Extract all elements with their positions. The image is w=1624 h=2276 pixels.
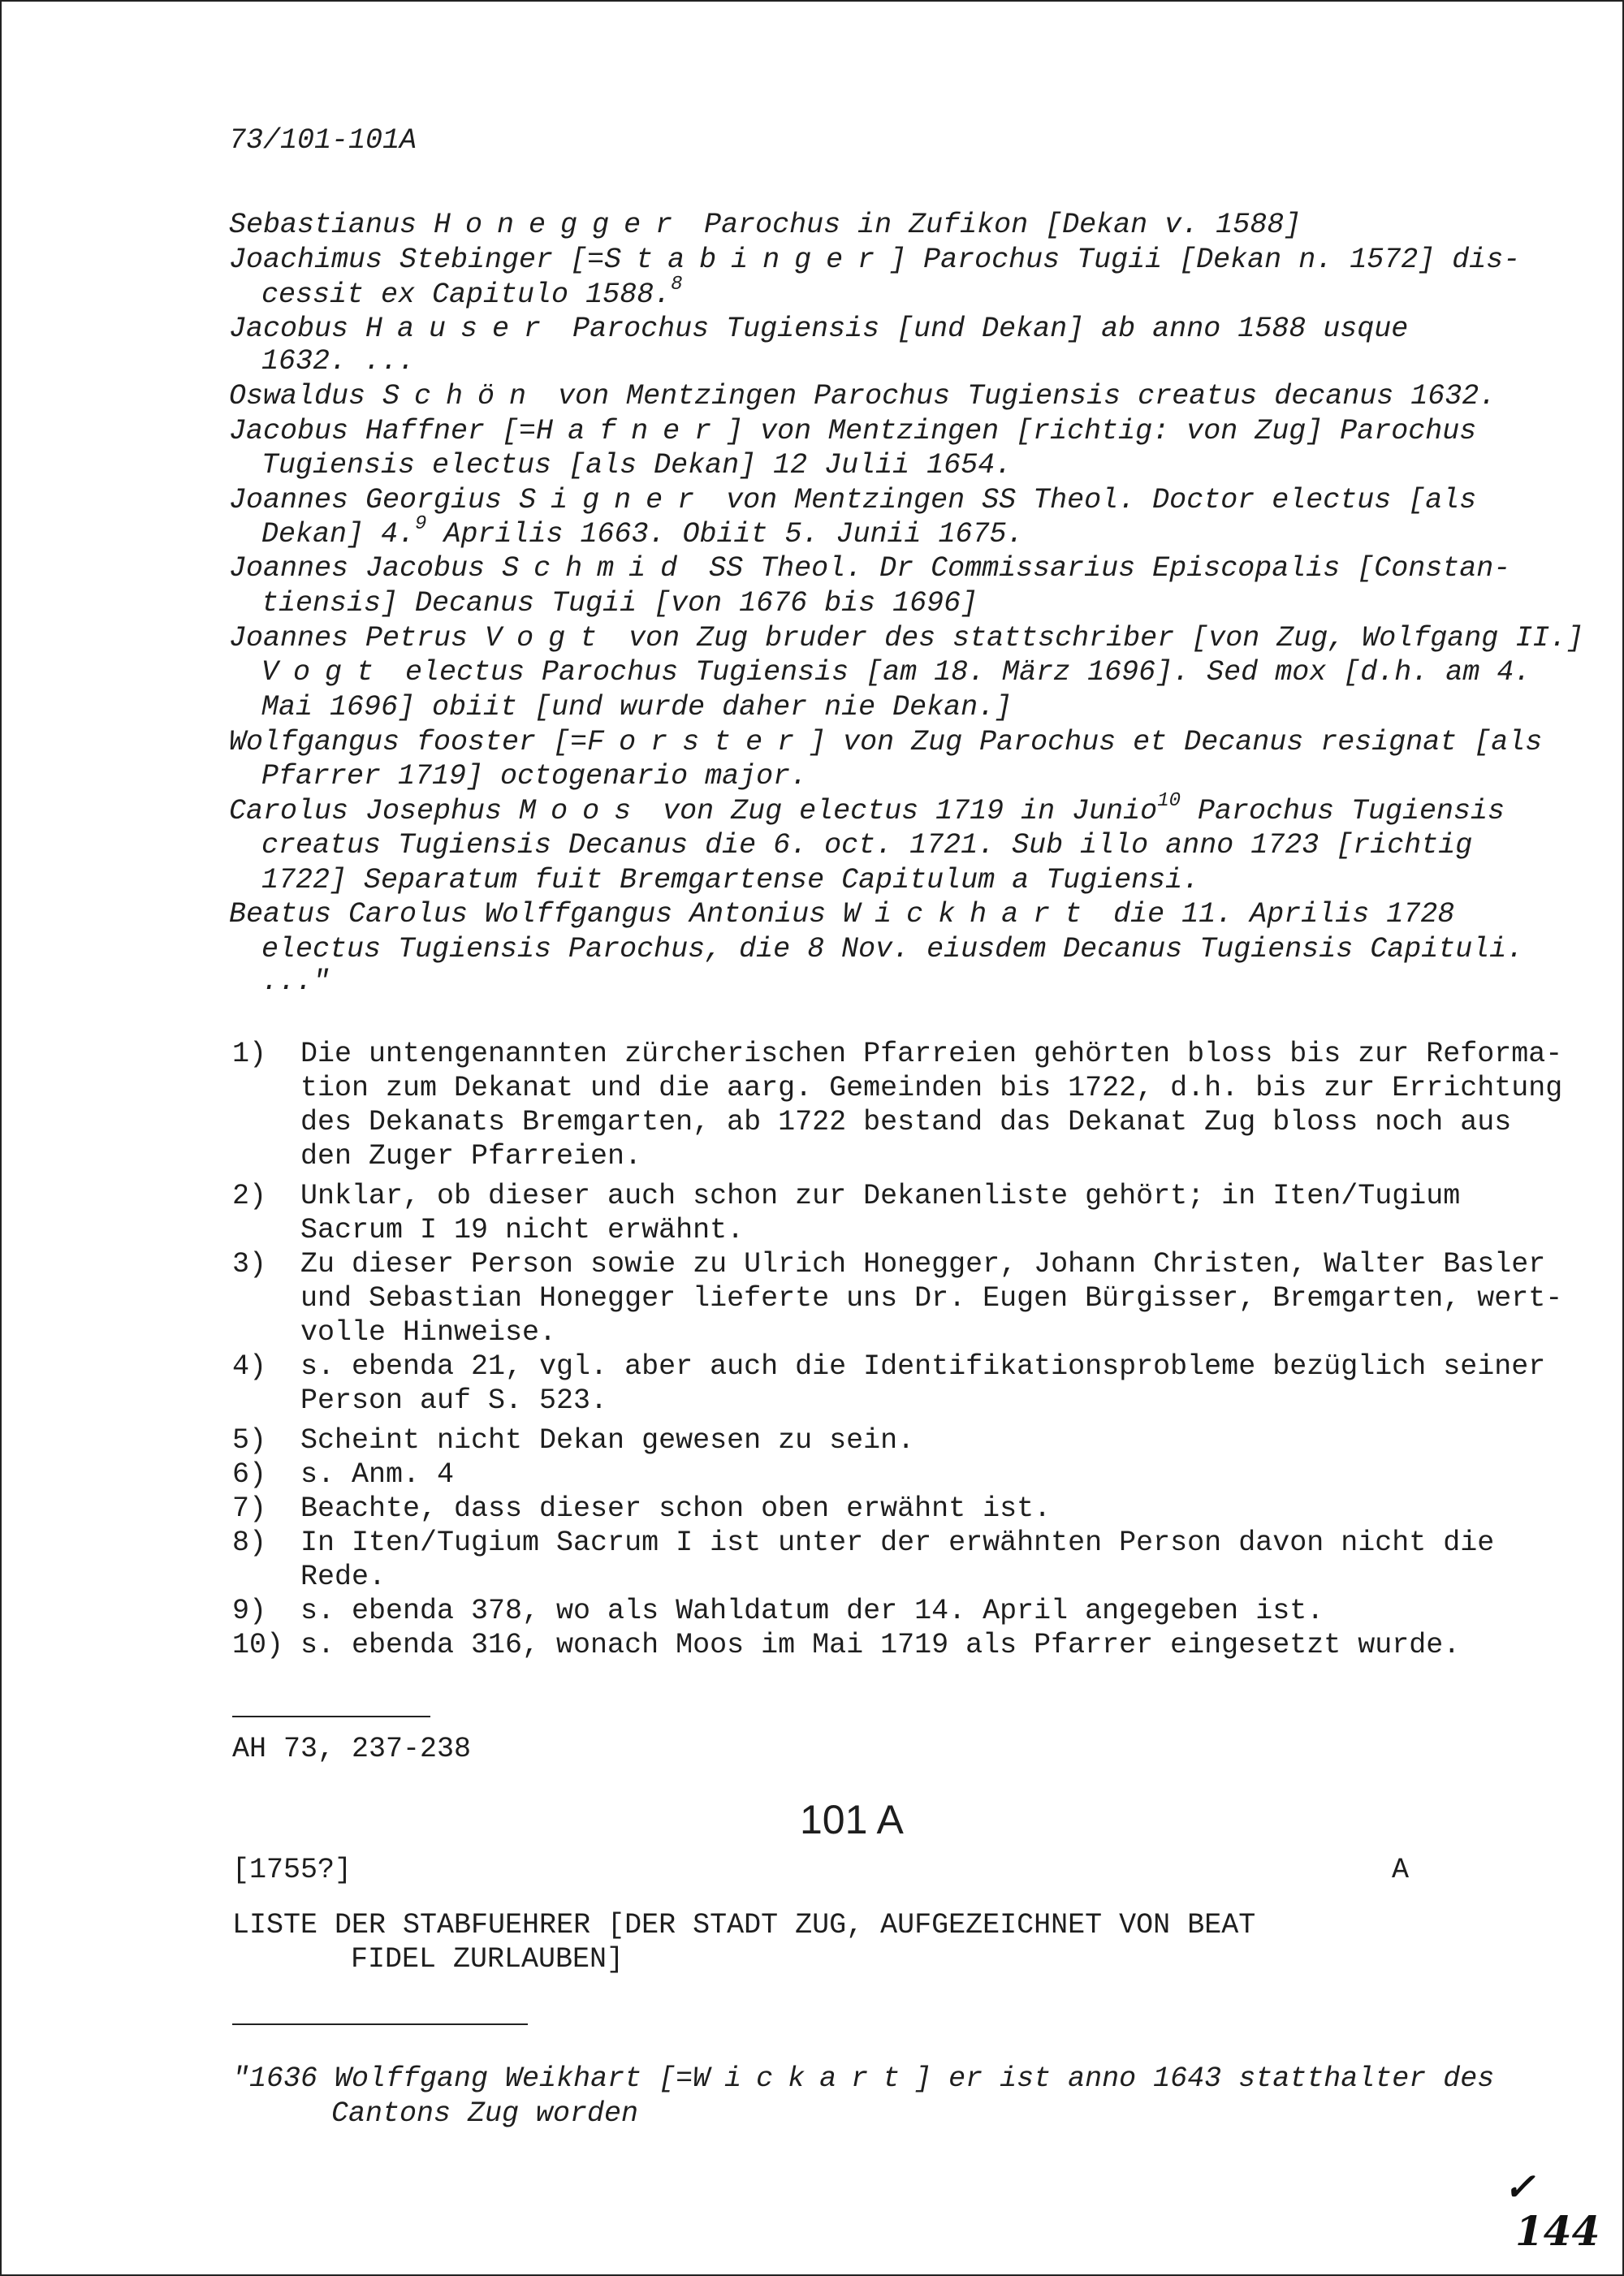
dean-line-11: Joannes Jacobus Schmid SS Theol. Dr Commissarius Episcopalis [Constan- [229,552,1511,585]
dean-line-23: ..." [261,965,330,998]
footnote-number: 9) [232,1595,267,1627]
divider-rule [232,1716,430,1717]
section-title: LISTE DER STABFUEHRER [DER STADT ZUG, AUFGEZEICHNET VON BEAT [232,1909,1256,1941]
dean-line-20: 1722] Separatum fuit Bremgartense Capitulum a Tugiensi. [261,864,1200,896]
section-date: [1755?] [232,1854,352,1886]
dean-line-7: Jacobus Haffner [=Hafner] von Mentzingen [richtig: von Zug] Parochus [229,415,1477,447]
section-title-continued: FIDEL ZURLAUBEN] [351,1943,624,1976]
footnote-line: volle Hinweise. [300,1316,557,1349]
footnote-line: s. ebenda 378, wo als Wahldatum der 14. April angegeben ist. [300,1595,1324,1627]
source-reference: AH 73, 237-238 [232,1733,472,1765]
dean-line-9: Joannes Georgius Signer von Mentzingen SS Theol. Doctor electus [als [229,484,1477,516]
check-mark: ✓ [1504,2165,1535,2209]
dean-line-21: Beatus Carolus Wolffgangus Antonius Wickhart die 11. Aprilis 1728 [229,898,1455,931]
entry-line-2: Cantons Zug worden [331,2097,639,2130]
section-type: A [1392,1854,1410,1886]
footnote-number: 2) [232,1180,267,1212]
footnote-line: tion zum Dekanat und die aarg. Gemeinden bis 1722, d.h. bis zur Errichtung [300,1072,1563,1104]
handwritten-page-number: 144 [1515,2207,1600,2255]
document-reference: 73/101-101A [229,124,417,157]
dean-line-3: cessit ex Capitulo 1588.$^8$ [261,274,683,311]
dean-line-19: creatus Tugiensis Decanus die 6. oct. 1721. Sub illo anno 1723 [richtig [261,829,1473,862]
dean-line-1: Sebastianus Honegger Parochus in Zufikon [Dekan v. 1588] [229,209,1302,241]
footnote-line: Sacrum I 19 nicht erwähnt. [300,1214,745,1246]
divider-rule [232,2023,528,2025]
dean-line-12: tiensis] Decanus Tugii [von 1676 bis 1696] [261,587,978,620]
dean-line-8: Tugiensis electus [als Dekan] 12 Julii 1654. [261,449,1013,482]
footnote-line: Rede. [300,1561,387,1593]
footnote-line: des Dekanats Bremgarten, ab 1722 bestand das Dekanat Zug bloss noch aus [300,1106,1512,1138]
dean-line-6: Oswaldus Schön von Mentzingen Parochus Tugiensis creatus decanus 1632. [229,380,1497,412]
footnote-line: s. ebenda 316, wonach Moos im Mai 1719 als Pfarrer eingesetzt wurde. [300,1629,1461,1661]
footnote-line: Beachte, dass dieser schon oben erwähnt ist. [300,1492,1052,1525]
dean-line-4: Jacobus Hauser Parochus Tugiensis [und Dekan] ab anno 1588 usque [229,313,1409,345]
footnote-number: 3) [232,1248,267,1281]
dean-line-10: Dekan] 4.$^9$ Aprilis 1663. Obiit 5. Junii 1675. [261,513,1024,551]
footnote-line: s. Anm. 4 [300,1458,455,1491]
footnote-line: Unklar, ob dieser auch schon zur Dekanenliste gehört; in Iten/Tugium [300,1180,1461,1212]
dean-line-14: Vogt electus Parochus Tugiensis [am 18. März 1696]. Sed mox [d.h. am 4. [261,656,1531,689]
footnote-number: 8) [232,1527,267,1559]
footnote-line: In Iten/Tugium Sacrum I ist unter der erwähnten Person davon nicht die [300,1527,1495,1559]
footnote-line: Scheint nicht Dekan gewesen zu sein. [300,1424,915,1457]
dean-line-16: Wolfgangus fooster [=Forster] von Zug Parochus et Decanus resignat [als [229,726,1543,758]
footnote-number: 7) [232,1492,267,1525]
dean-line-5: 1632. ... [261,345,416,378]
footnote-number: 10) [232,1629,284,1661]
dean-line-15: Mai 1696] obiit [und wurde daher nie Dekan.] [261,691,1013,723]
footnote-number: 6) [232,1458,267,1491]
dean-line-13: Joannes Petrus Vogt von Zug bruder des stattschriber [von Zug, Wolfgang II.] [229,622,1584,654]
footnote-line: s. ebenda 21, vgl. aber auch die Identifikationsprobleme bezüglich seiner [300,1350,1546,1383]
footnote-number: 1) [232,1038,267,1070]
entry-line-1: "1636 Wolffgang Weikhart [=Wickart] er ist anno 1643 statthalter des [232,2062,1495,2095]
dean-line-2: Joachimus Stebinger [=Stabinger] Parochus Tugii [Dekan n. 1572] dis- [229,244,1521,276]
section-number: 101 A [800,1797,904,1842]
footnote-line: Person auf S. 523. [300,1384,608,1417]
footnote-number: 4) [232,1350,267,1383]
dean-line-22: electus Tugiensis Parochus, die 8 Nov. eiusdem Decanus Tugiensis Capituli. [261,933,1524,965]
footnote-line: Zu dieser Person sowie zu Ulrich Honegger, Johann Christen, Walter Basler [300,1248,1546,1281]
footnote-line: Die untengenannten zürcherischen Pfarreien gehörten bloss bis zur Reforma- [300,1038,1563,1070]
footnote-line: den Zuger Pfarreien. [300,1140,642,1173]
footnote-line: und Sebastian Honegger lieferte uns Dr. Eugen Bürgisser, Bremgarten, wert- [300,1282,1563,1315]
footnote-number: 5) [232,1424,267,1457]
dean-line-17: Pfarrer 1719] octogenario major. [261,760,808,792]
dean-line-18: Carolus Josephus Moos von Zug electus 1719 in Junio$^{10}$ Parochus Tugiensis [229,790,1505,827]
